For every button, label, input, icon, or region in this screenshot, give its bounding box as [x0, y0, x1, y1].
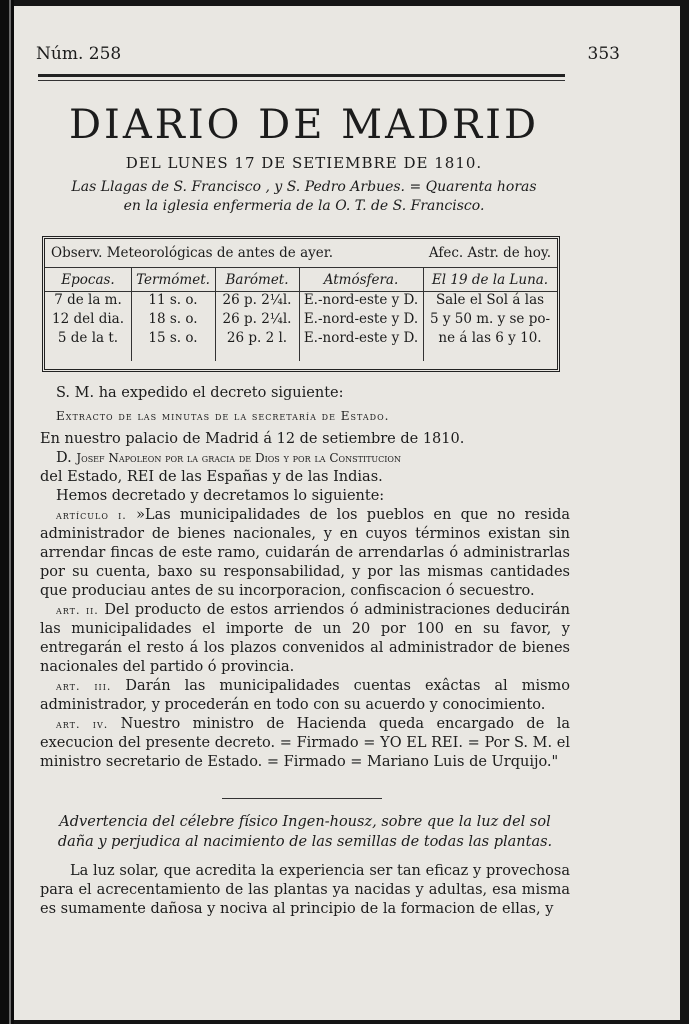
decree-section — [40, 384, 570, 772]
article-label: art. ii. — [56, 604, 99, 617]
issue-number: Núm. 258 — [36, 44, 122, 64]
decree-intro: S. M. ha expedido el decreto siguiente: — [56, 385, 344, 401]
meteo-cell: 26 p. 2 l. — [226, 330, 288, 346]
decree-article-2 — [40, 601, 570, 677]
meteo-cell: 15 s. o. — [148, 330, 198, 346]
meteo-cell: 26 p. 2¼l. — [222, 292, 292, 308]
decree-king-line-2: del Estado, REI de las Españas y de las Indias. — [40, 469, 383, 485]
meteorological-table — [42, 236, 560, 372]
meteo-colhead: Termómet. — [136, 272, 210, 288]
meteo-colhead: Epocas. — [61, 272, 115, 288]
meteo-cell: ne á las 6 y 10. — [438, 330, 542, 346]
meteo-cell: 18 s. o. — [148, 311, 198, 327]
meteo-cell: Sale el Sol á las — [435, 292, 545, 308]
article-label: art. iv. — [56, 718, 109, 731]
article-label: artículo i. — [56, 509, 127, 522]
saints-line-2: en la iglesia enfermeria de la O. T. de S. Francisco. — [123, 198, 485, 214]
meteo-colhead: Barómet. — [225, 272, 289, 288]
masthead-title: DIARIO DE MADRID — [68, 102, 540, 148]
meteo-col-termometro — [131, 269, 215, 348]
header-rule — [38, 74, 565, 77]
advertencia-body: La luz solar, que acredita la experiencia ser tan eficaz y provechosa para el acrecentamiento de las plantas ya nacidas y adultas, esa misma es sumamente dañosa y nociva al principio de la formacion de ellas, y — [40, 863, 570, 917]
saints-of-day — [44, 178, 564, 216]
meteo-cell: 12 del dia. — [51, 311, 124, 327]
meteo-col-atmosfera — [299, 269, 423, 348]
meteo-col-epocas — [45, 269, 131, 348]
meteo-rule-top — [45, 267, 557, 268]
date-line: DEL LUNES 17 DE SETIEMBRE DE 1810. — [125, 154, 483, 172]
advertencia-heading: Advertencia del célebre físico Ingen-housz, sobre que la luz del sol daña y perjudica al nacimiento de las semillas de todas las plantas. — [57, 814, 553, 850]
header-rule-thin — [38, 80, 565, 81]
decree-article-3 — [40, 677, 570, 715]
meteo-col-barometro — [215, 269, 299, 348]
meteo-heading-right: Afec. Astr. de hoy. — [428, 245, 551, 261]
decree-article-4 — [40, 715, 570, 772]
newspaper-page — [14, 6, 680, 1020]
meteo-cell: 26 p. 2¼l. — [222, 311, 292, 327]
decree-king-name: Josef Napoleon por la gracia de Dios y por la Constitucion — [76, 451, 401, 465]
meteo-col-luna — [423, 269, 557, 348]
meteo-cell: 5 y 50 m. y se po- — [429, 311, 551, 327]
decree-extract-heading: Extracto de las minutas de la secretaría de Estado. — [56, 409, 390, 423]
article-text: Nuestro ministro de Hacienda queda encargado de la execucion del presente decreto. = Firmado = YO EL REI. = Por S. M. el ministro secretario de Estado. = Firmado = Mariano Luis de Urquijo." — [40, 716, 570, 770]
decree-king-line — [40, 449, 570, 468]
meteo-colhead: El 19 de la Luna. — [431, 272, 549, 288]
article-text: Del producto de estos arriendos ó administraciones deducirán las municipalidades el importe de un 20 por 100 en su favor, y entregarán el resto á los plazos convenidos al administrador de bienes nacionales del partido ó provincia. — [40, 602, 571, 675]
meteo-cell: E.-nord-este y D. — [303, 292, 419, 308]
meteo-colhead: Atmósfera. — [323, 272, 399, 288]
meteo-cell: E.-nord-este y D. — [303, 330, 419, 346]
article-text: Darán las municipalidades cuentas exâctas al mismo administrador, y procederán en todo con su acuerdo y conocimiento. — [40, 678, 571, 713]
decree-place-date: En nuestro palacio de Madrid á 12 de setiembre de 1810. — [40, 431, 465, 447]
meteo-cell: 7 de la m. — [54, 292, 122, 308]
page-number: 353 — [587, 44, 620, 64]
saints-line-1: Las Llagas de S. Francisco , y S. Pedro Arbues. = Quarenta horas — [71, 179, 537, 195]
meteo-heading-left: Observ. Meteorológicas de antes de ayer. — [51, 245, 334, 261]
decree-article-1 — [40, 506, 570, 601]
section-divider — [222, 798, 382, 799]
article-label: art. iii. — [56, 680, 112, 693]
meteo-cell: 11 s. o. — [148, 292, 198, 308]
article-text: »Las municipalidades de los pueblos en que no resida administrador de bienes nacionales, y en cuyos términos existan sin arrendar fincas de este ramo, cuidarán de arrendarlas ó administrarlas por su cuenta, baxo su responsabilidad, y por las mismas cantidades que produciau antes de su incorporacion, confiscacion ó secuestro. — [40, 507, 571, 599]
binding-gutter — [0, 0, 14, 1024]
meteo-cell: E.-nord-este y D. — [303, 311, 419, 327]
meteo-cell: 5 de la t. — [57, 330, 119, 346]
decree-decreed: Hemos decretado y decretamos lo siguiente: — [56, 488, 385, 504]
decree-king-prefix: D. — [56, 450, 77, 466]
